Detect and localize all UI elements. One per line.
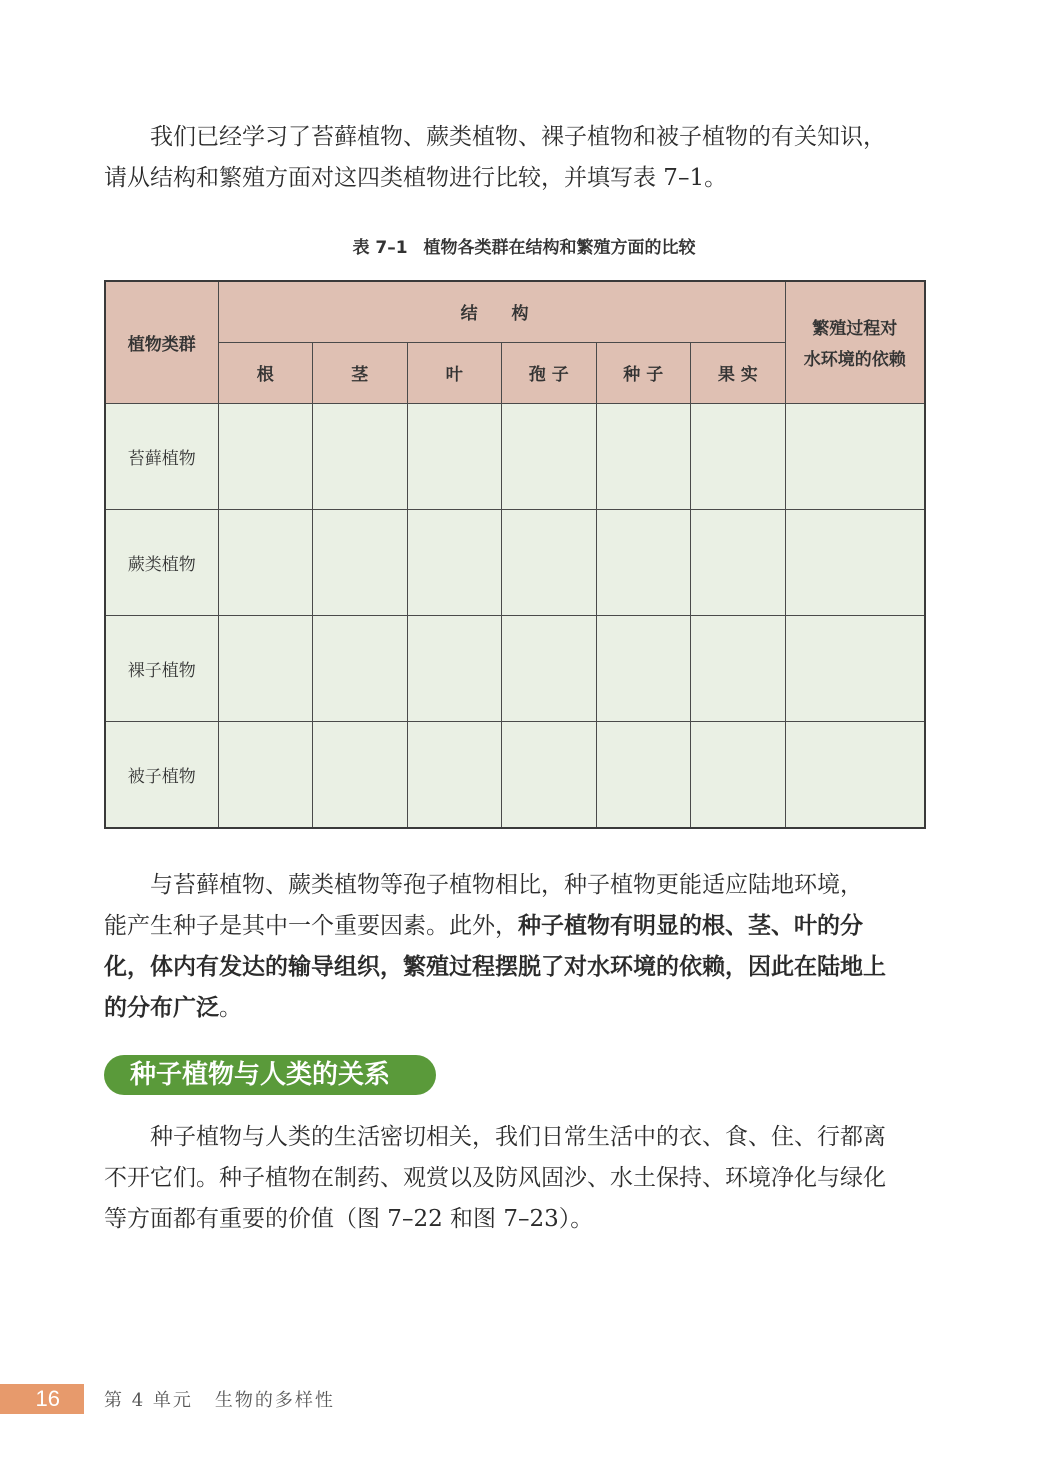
row-label-moss: 苔藓植物: [105, 403, 218, 509]
header-reproduction-line-1: 繁殖过程对: [812, 319, 898, 340]
after-line-2-normal: 能产生种子是其中一个重要因素。此外，: [104, 913, 518, 939]
header-reproduction: [785, 281, 925, 403]
empty-cell[interactable]: [502, 721, 597, 828]
relation-line-3: 等方面都有重要的价值（图 7–22 和图 7–23）。: [104, 1206, 594, 1232]
table-caption: [0, 233, 1048, 258]
empty-cell[interactable]: [313, 403, 408, 509]
table-caption-number: 表 7–1: [352, 238, 408, 258]
empty-cell[interactable]: [218, 615, 313, 721]
empty-cell[interactable]: [313, 509, 408, 615]
after-line-2: [104, 906, 924, 947]
relation-line-1: 种子植物与人类的生活密切相关，我们日常生活中的衣、食、住、行都离: [150, 1124, 886, 1150]
table-row: [105, 403, 925, 509]
comparison-table: [104, 280, 926, 829]
footer-unit: 第 4 单元: [104, 1390, 193, 1411]
page-number: 16: [0, 1384, 84, 1414]
footer-unit-title: 生物的多样性: [214, 1390, 335, 1411]
row-label-angiosperm: 被子植物: [105, 721, 218, 828]
empty-cell[interactable]: [502, 403, 597, 509]
empty-cell[interactable]: [218, 509, 313, 615]
header-leaf: 叶: [407, 342, 502, 403]
empty-cell[interactable]: [785, 721, 925, 828]
table-row: [105, 721, 925, 828]
table-row: [105, 615, 925, 721]
table-caption-title: 植物各类群在结构和繁殖方面的比较: [423, 238, 696, 258]
empty-cell[interactable]: [691, 721, 786, 828]
row-label-fern: 蕨类植物: [105, 509, 218, 615]
after-line-4-bold: 的分布广泛: [104, 995, 219, 1021]
empty-cell[interactable]: [785, 615, 925, 721]
relation-line-2: 不开它们。种子植物在制药、观赏以及防风固沙、水土保持、环境净化与绿化: [104, 1165, 886, 1191]
empty-cell[interactable]: [596, 509, 691, 615]
after-line-1: 与苔藓植物、蕨类植物等孢子植物相比，种子植物更能适应陆地环境，: [150, 872, 863, 898]
empty-cell[interactable]: [407, 403, 502, 509]
header-plant-group: 植物类群: [105, 281, 218, 403]
empty-cell[interactable]: [407, 721, 502, 828]
empty-cell[interactable]: [596, 403, 691, 509]
intro-paragraph: [104, 117, 924, 199]
empty-cell[interactable]: [785, 509, 925, 615]
header-seed: 种 子: [596, 342, 691, 403]
header-spore: 孢 子: [502, 342, 597, 403]
empty-cell[interactable]: [596, 615, 691, 721]
after-line-4: [104, 988, 924, 1029]
header-root: 根: [218, 342, 313, 403]
header-stem: 茎: [313, 342, 408, 403]
empty-cell[interactable]: [785, 403, 925, 509]
intro-line-2: 请从结构和繁殖方面对这四类植物进行比较，并填写表 7–1。: [104, 165, 728, 191]
after-line-3-bold: 化，体内有发达的输导组织，繁殖过程摆脱了对水环境的依赖，因此在陆地上: [104, 954, 886, 980]
header-fruit: 果 实: [691, 342, 786, 403]
after-line-4-end: 。: [219, 995, 242, 1021]
empty-cell[interactable]: [691, 403, 786, 509]
empty-cell[interactable]: [218, 403, 313, 509]
empty-cell[interactable]: [313, 721, 408, 828]
section-title: 种子植物与人类的关系: [104, 1055, 436, 1095]
empty-cell[interactable]: [407, 509, 502, 615]
row-label-gymnosperm: 裸子植物: [105, 615, 218, 721]
intro-line-1: 我们已经学习了苔藓植物、蕨类植物、裸子植物和被子植物的有关知识，: [150, 124, 886, 150]
relation-paragraph: [104, 1117, 924, 1240]
empty-cell[interactable]: [596, 721, 691, 828]
empty-cell[interactable]: [691, 509, 786, 615]
comparison-paragraph: [104, 865, 924, 1029]
table-row: [105, 509, 925, 615]
empty-cell[interactable]: [407, 615, 502, 721]
header-structure: 结 构: [218, 281, 785, 342]
after-line-2-bold: 种子植物有明显的根、茎、叶的分: [518, 913, 863, 939]
empty-cell[interactable]: [313, 615, 408, 721]
empty-cell[interactable]: [502, 509, 597, 615]
footer-running-head: [104, 1386, 335, 1412]
header-reproduction-line-2: 水环境的依赖: [803, 350, 906, 371]
empty-cell[interactable]: [502, 615, 597, 721]
empty-cell[interactable]: [691, 615, 786, 721]
empty-cell[interactable]: [218, 721, 313, 828]
